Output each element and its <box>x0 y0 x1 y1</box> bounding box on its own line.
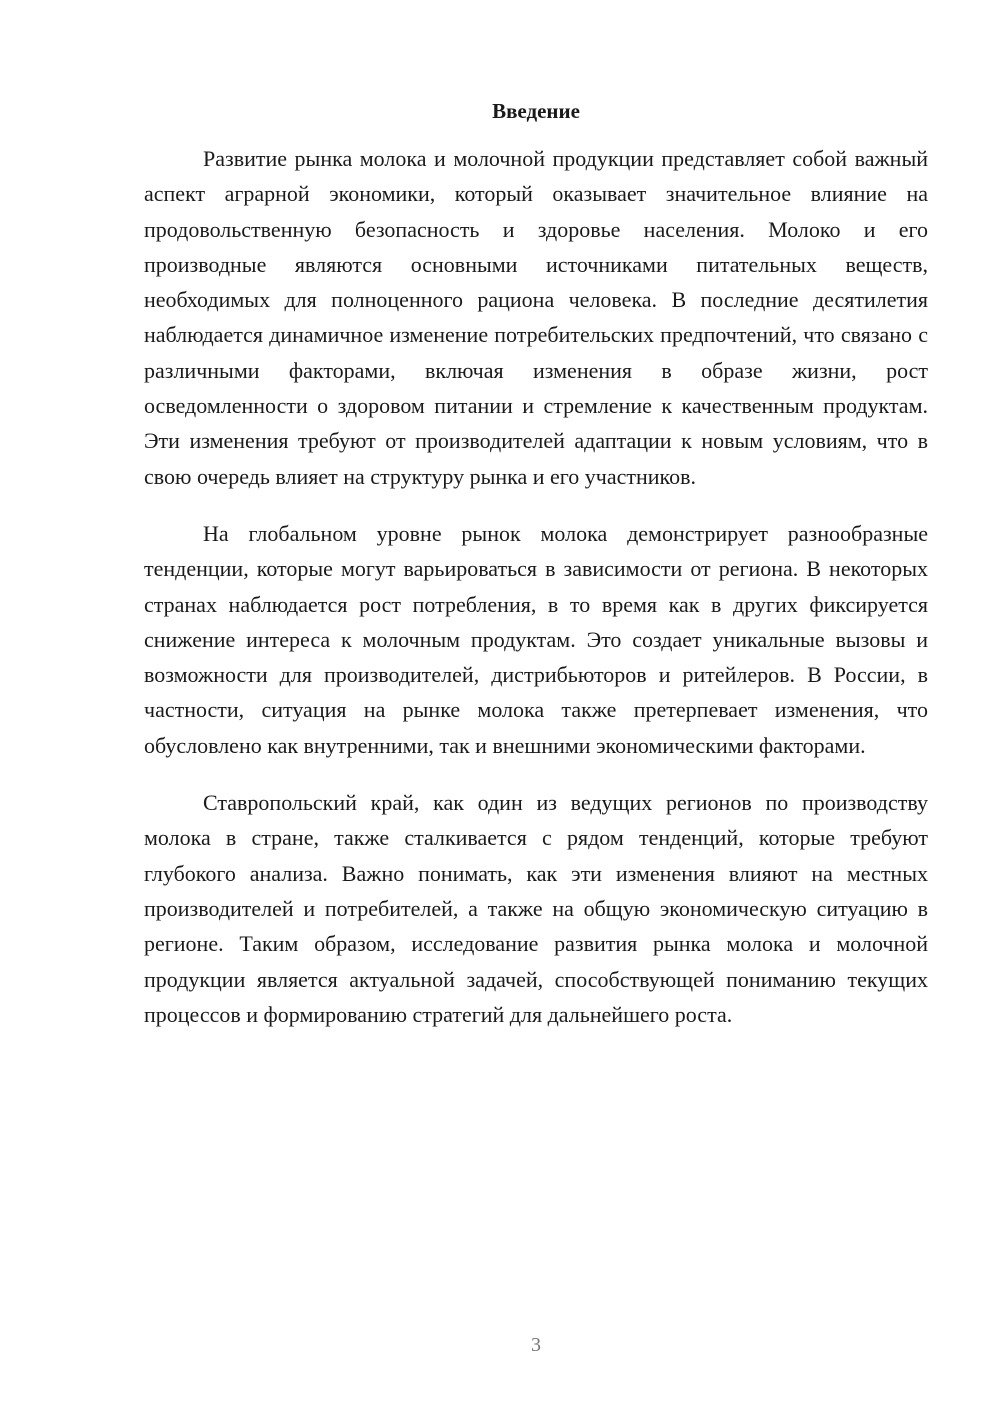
paragraph-2: На глобальном уровне рынок молока демонстрирует разнообразные тенденции, которые могут варьироваться в зависимости от региона. В некоторых странах наблюдается рост потребления, в то время как в других фиксируется снижение интереса к молочным продуктам. Это создает уникальные вызовы и возможности для производителей, дистрибьюторов и ритейлеров. В России, в частности, ситуация на рынке молока также претерпевает изменения, что обусловлено как внутренними, так и внешними экономическими факторами. <box>144 520 928 758</box>
page-number: 3 <box>531 1334 541 1356</box>
section-title: Введение <box>492 99 580 123</box>
paragraph-1: Развитие рынка молока и молочной продукции представляет собой важный аспект аграрной экономики, который оказывает значительное влияние на продовольственную безопасность и здоровье населения. Молоко и его производные являются основными источниками питательных веществ, необходимых для полноценного рациона человека. В последние десятилетия наблюдается динамичное изменение потребительских предпочтений, что связано с различными факторами, включая изменения в образе жизни, рост осведомленности о здоровом питании и стремление к качественным продуктам. Эти изменения требуют от производителей адаптации к новым условиям, что в свою очередь влияет на структуру рынка и его участников. <box>144 146 928 489</box>
paragraph-3: Ставропольский край, как один из ведущих регионов по производству молока в стране, также сталкивается с рядом тенденций, которые требуют глубокого анализа. Важно понимать, как эти изменения влияют на местных производителей и потребителей, а также на общую экономическую ситуацию в регионе. Таким образом, исследование развития рынка молока и молочной продукции является актуальной задачей, способствующей пониманию текущих процессов и формированию стратегий для дальнейшего роста. <box>144 790 928 1027</box>
body-text <box>144 141 928 1032</box>
